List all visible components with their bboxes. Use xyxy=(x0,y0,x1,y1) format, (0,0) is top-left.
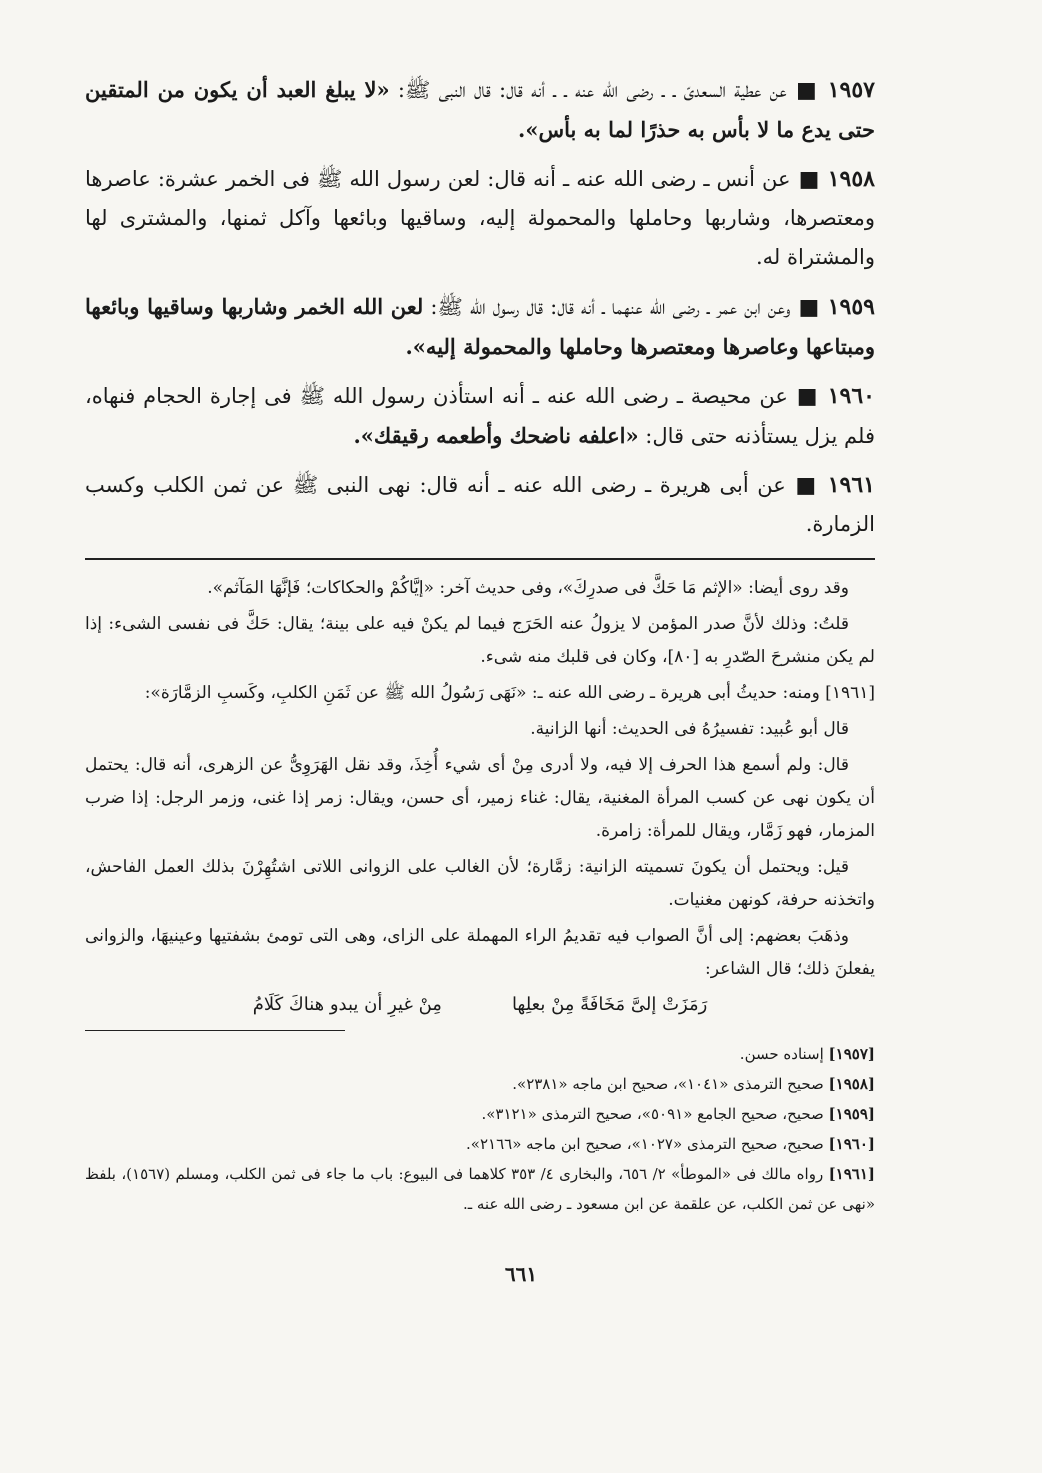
hadith-quote: «اعلفه ناضحك وأطعمه رقيقك». xyxy=(353,423,639,448)
page-number: ٦٦١ xyxy=(504,1262,538,1286)
hadith-text: وعن ابن عمر ـ رضى الله عنهما ـ أنه قال: قال رسول الله ﷺ: xyxy=(423,295,791,319)
footnote-tag: [١٩٦١] xyxy=(828,1165,876,1183)
footnote-text: صحيح، صحيح الجامع «٥٠٩١»، صحيح الترمذى «٣١٢١». xyxy=(481,1105,829,1123)
footnote-tag: [١٩٥٩] xyxy=(828,1105,875,1123)
hadith-quote: «لا يبلغ العبد أن يكون من المتقين حتى يدع ما لا بأس به حذرًا لما به بأس». xyxy=(85,77,875,142)
commentary-paragraph: قلتُ: وذلك لأنَّ صدر المؤمن لا يزولُ عنه الحَرَج فيما لم يكنْ فيه على بينة؛ يقال: حَكَّ فى نفسى الشىء: إذا لم يكن منشرحَ الصّدرِ به [٨٠]، وكان فى قلبك منه شىء. xyxy=(85,614,875,667)
hadith-text: عن محيصة ـ رضى الله عنه ـ أنه استأذن رسول الله ﷺ فى إجارة الحجام فنهاه، فلم يزل يستأذنه حتى قال: xyxy=(85,384,875,448)
hadith-quote: لعن الله الخمر وشاربها وساقيها وبائعها ومبتاعها وعاصرها ومعتصرها وحاملها والمحمولة إليه». xyxy=(85,294,875,359)
commentary-paragraph: [١٩٦١] ومنه: حديثُ أبى هريرة ـ رضى الله عنه ـ: «نَهَى رَسُولُ الله ﷺ عن ثَمَنِ الكلبِ، وكَسبِ الزمَّارَة»: xyxy=(144,683,875,703)
hadith-item: ١٩٥٩ ■ وعن ابن عمر ـ رضى الله عنهما ـ أنه قال: قال رسول الله ﷺ: لعن الله الخمر وشاربها وساقيها وبائعها ومبتاعها وعاصرها ومعتصرها وحاملها والمحمولة إليه». xyxy=(85,294,875,359)
hadith-number: ١٩٥٨ xyxy=(827,166,875,192)
hadith-number: ١٩٥٩ xyxy=(827,294,875,320)
commentary xyxy=(85,572,875,1020)
hadith-item: ١٩٥٨ ■ عن أنس ـ رضى الله عنه ـ أنه قال: لعن رسول الله ﷺ فى الخمر عشرة: عاصرها ومعتصرها، وشاربها وحاملها والمحمولة إليه، وساقيها وبائعها وآكل ثمنها، والمشترى لها والمشتراة له. xyxy=(85,166,875,269)
footnote xyxy=(85,1099,875,1129)
hadith-number: ١٩٦٠ xyxy=(827,383,875,409)
hadith-text: عن أبى هريرة ـ رضى الله عنه ـ أنه قال: نهى النبى ﷺ عن ثمن الكلب وكسب الزمارة. xyxy=(85,473,875,536)
hadith-list xyxy=(85,70,875,544)
hadith-text: عن عطية السعدىّ ـ ـ رضى الله عنه ـ ـ أنه قال: قال النبى ﷺ: xyxy=(389,78,787,102)
hadith-text: عن أنس ـ رضى الله عنه ـ أنه قال: لعن رسول الله ﷺ فى الخمر عشرة: عاصرها ومعتصرها، وشاربها وحاملها والمحمولة إليه، وساقيها وبائعها وآكل ثمنها، والمشترى لها والمشتراة له. xyxy=(85,167,875,269)
footnote xyxy=(85,1039,875,1069)
main-divider xyxy=(85,558,875,560)
footnote xyxy=(85,1159,875,1219)
footnote-tag: [١٩٦٠] xyxy=(828,1135,875,1153)
hadith-number: ١٩٦١ xyxy=(827,472,875,498)
commentary-paragraph: وذهَبَ بعضهم: إلى أنَّ الصواب فيه تقديمُ الراء المهملة على الزاى، وهى التى تومئ بشفتيها وعينيهَا، والزوانى يفعلنَ ذلك؛ قال الشاعر: xyxy=(85,926,875,979)
hadith-item: ١٩٥٧ ■ عن عطية السعدىّ ـ ـ رضى الله عنه ـ ـ أنه قال: قال النبى ﷺ: «لا يبلغ العبد أن يكون من المتقين حتى يدع ما لا بأس به حذرًا لما به بأس». xyxy=(85,77,875,142)
verse-first-hemistich: رَمَزَتْ إلىَّ مَخَافَةً مِنْ بعلِها xyxy=(511,994,708,1015)
footnote-text: إسناده حسن. xyxy=(739,1045,829,1063)
verse-second-hemistich: مِنْ غيرِ أن يبدو هناكَ كَلَامُ xyxy=(252,994,442,1015)
footnote-text: رواه مالك فى «الموطأ» ٢/ ٦٥٦، والبخارى ٤/ ٣٥٣ كلاهما فى البيوع: باب ما جاء فى ثمن الكلب، ومسلم (١٥٦٧)، بلفظ «نهى عن ثمن الكلب، عن علقمة عن ابن مسعود ـ رضى الله عنه ـ. xyxy=(85,1165,875,1213)
commentary-paragraph: وقد روى أيضا: «الإثم مَا حَكَّ فى صدرِكَ»، وفى حديث آخر: «إيَّاكُمْ والحكاكات؛ فَإنَّهَا المَآثم». xyxy=(207,578,849,598)
footnote-text: صحيح الترمذى «١٠٤١»، صحيح ابن ماجه «٢٣٨١». xyxy=(512,1075,829,1093)
commentary-paragraph: قال: ولم أسمع هذا الحرف إلا فيه، ولا أدرى مِنْ أى شيء أُخِذَ، وقد نقل الهَرَوِىُّ عن الزهرى، أنه قال: يحتمل أن يكون نهى عن كسب المرأة المغنية، يقال: غناء زمير، أى حسن، ويقال: زمر إذا غنى، وزمر الرجل: إذا ضرب المزمار، فهو زَمَّار، ويقال للمرأة: زامرة. xyxy=(85,755,875,841)
footnote-text: صحيح، صحيح الترمذى «١٠٢٧»، صحيح ابن ماجه «٢١٦٦». xyxy=(466,1135,829,1153)
commentary-paragraph: قيل: ويحتمل أن يكونَ تسميته الزانية: زمَّارة؛ لأن الغالب على الزوانى اللاتى اشتُهِرْنَ بذلك العمل الفاحش، واتخذنه حرفة، كونهن مغنيات. xyxy=(85,857,875,910)
hadith-item: ١٩٦١ ■ عن أبى هريرة ـ رضى الله عنه ـ أنه قال: نهى النبى ﷺ عن ثمن الكلب وكسب الزمارة. xyxy=(85,472,875,536)
footnote xyxy=(85,1069,875,1099)
poetry-verse xyxy=(85,990,875,1020)
footnote-divider xyxy=(85,1030,345,1031)
footnote-tag: [١٩٥٨] xyxy=(828,1075,875,1093)
hadith-number: ١٩٥٧ xyxy=(827,77,875,103)
footnote xyxy=(85,1129,875,1159)
page-body xyxy=(85,70,875,1219)
footnotes xyxy=(85,1039,875,1219)
commentary-paragraph: قال أبو عُبيد: تفسيرُهُ فى الحديث: أنها الزانية. xyxy=(530,719,849,739)
hadith-item: ١٩٦٠ ■ عن محيصة ـ رضى الله عنه ـ أنه استأذن رسول الله ﷺ فى إجارة الحجام فنهاه، فلم يزل يستأذنه حتى قال: «اعلفه ناضحك وأطعمه رقيقك». xyxy=(85,383,875,448)
footnote-tag: [١٩٥٧] xyxy=(828,1045,875,1063)
